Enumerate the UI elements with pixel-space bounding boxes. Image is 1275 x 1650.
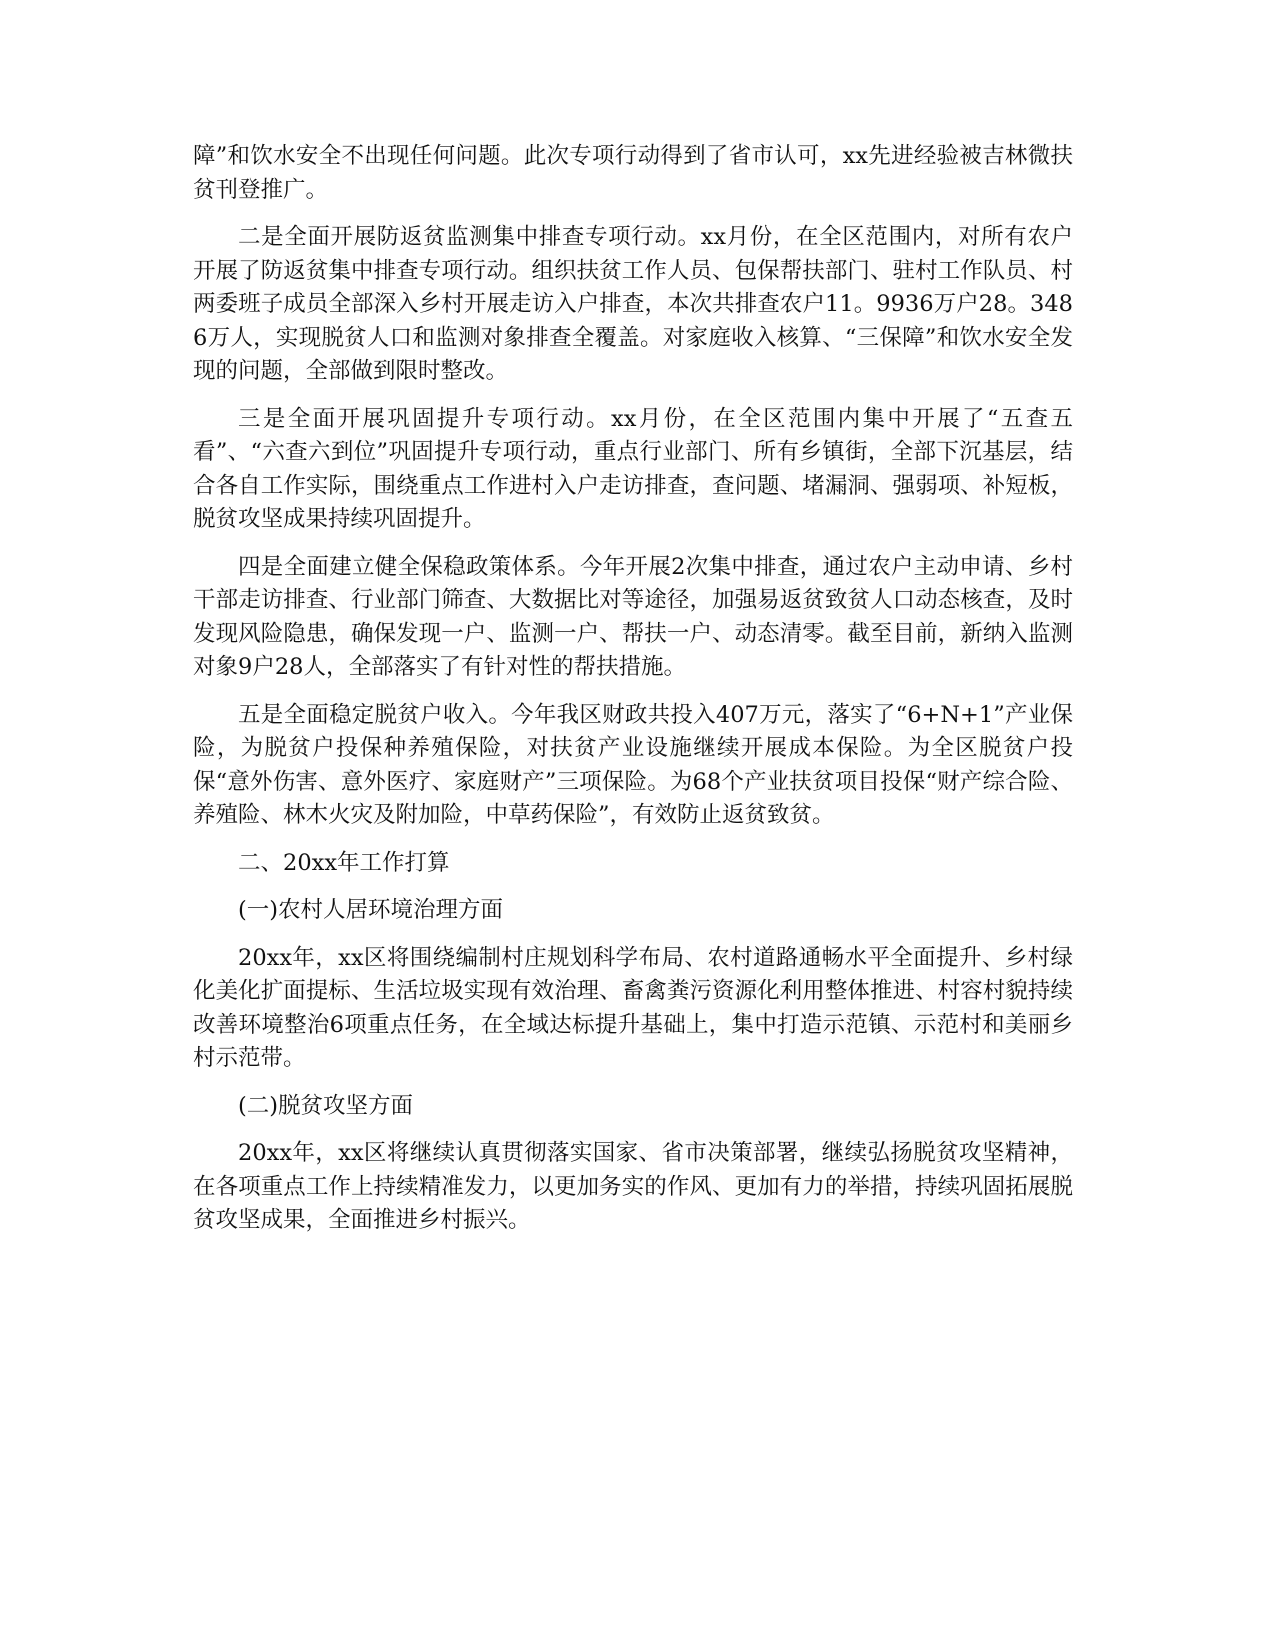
paragraph: 20xx年，xx区将继续认真贯彻落实国家、省市决策部署，继续弘扬脱贫攻坚精神，在各项重点工作上持续精准发力，以更加务实的作风、更加有力的举措，持续巩固拓展脱贫攻坚成果，全面推进乡村振兴。 bbox=[193, 1140, 1073, 1233]
paragraph: 五是全面稳定脱贫户收入。今年我区财政共投入407万元，落实了“6+N+1”产业保险，为脱贫户投保种养殖保险，对扶贫产业设施继续开展成本保险。为全区脱贫户投保“意外伤害、意外医疗、家庭财产”三项保险。为68个产业扶贫项目投保“财产综合险、养殖险、林木火灾及附加险，中草药保险”，有效防止返贫致贫。 bbox=[193, 701, 1073, 828]
paragraph: 障”和饮水安全不出现任何问题。此次专项行动得到了省市认可，xx先进经验被吉林微扶贫刊登推广。 bbox=[193, 143, 1073, 203]
paragraph: 二是全面开展防返贫监测集中排查专项行动。xx月份，在全区范围内，对所有农户开展了防返贫集中排查专项行动。组织扶贫工作人员、包保帮扶部门、驻村工作队员、村两委班子成员全部深入乡村开展走访入户排查，本次共排查农户11。9936万户28。3486万人，实现脱贫人口和监测对象排查全覆盖。对家庭收入核算、“三保障”和饮水安全发现的问题，全部做到限时整改。 bbox=[193, 224, 1073, 384]
section-heading: 二、20xx年工作打算 bbox=[238, 849, 450, 876]
document-body bbox=[193, 140, 1073, 1252]
paragraph: 20xx年，xx区将围绕编制村庄规划科学布局、农村道路通畅水平全面提升、乡村绿化美化扩面提标、生活垃圾实现有效治理、畜禽粪污资源化利用整体推进、村容村貌持续改善环境整治6项重点任务，在全域达标提升基础上，集中打造示范镇、示范村和美丽乡村示范带。 bbox=[193, 944, 1073, 1071]
subsection-heading: (二)脱贫攻坚方面 bbox=[238, 1092, 414, 1119]
subsection-heading: (一)农村人居环境治理方面 bbox=[238, 897, 504, 923]
paragraph: 四是全面建立健全保稳政策体系。今年开展2次集中排查，通过农户主动申请、乡村干部走访排查、行业部门筛查、大数据比对等途径，加强易返贫致贫人口动态核查，及时发现风险隐患，确保发现一户、监测一户、帮扶一户、动态清零。截至目前，新纳入监测对象9户28人，全部落实了有针对性的帮扶措施。 bbox=[193, 553, 1073, 680]
paragraph: 三是全面开展巩固提升专项行动。xx月份，在全区范围内集中开展了“五查五看”、“六查六到位”巩固提升专项行动，重点行业部门、所有乡镇街，全部下沉基层，结合各自工作实际，围绕重点工作进村入户走访排查，查问题、堵漏洞、强弱项、补短板，脱贫攻坚成果持续巩固提升。 bbox=[193, 405, 1073, 532]
